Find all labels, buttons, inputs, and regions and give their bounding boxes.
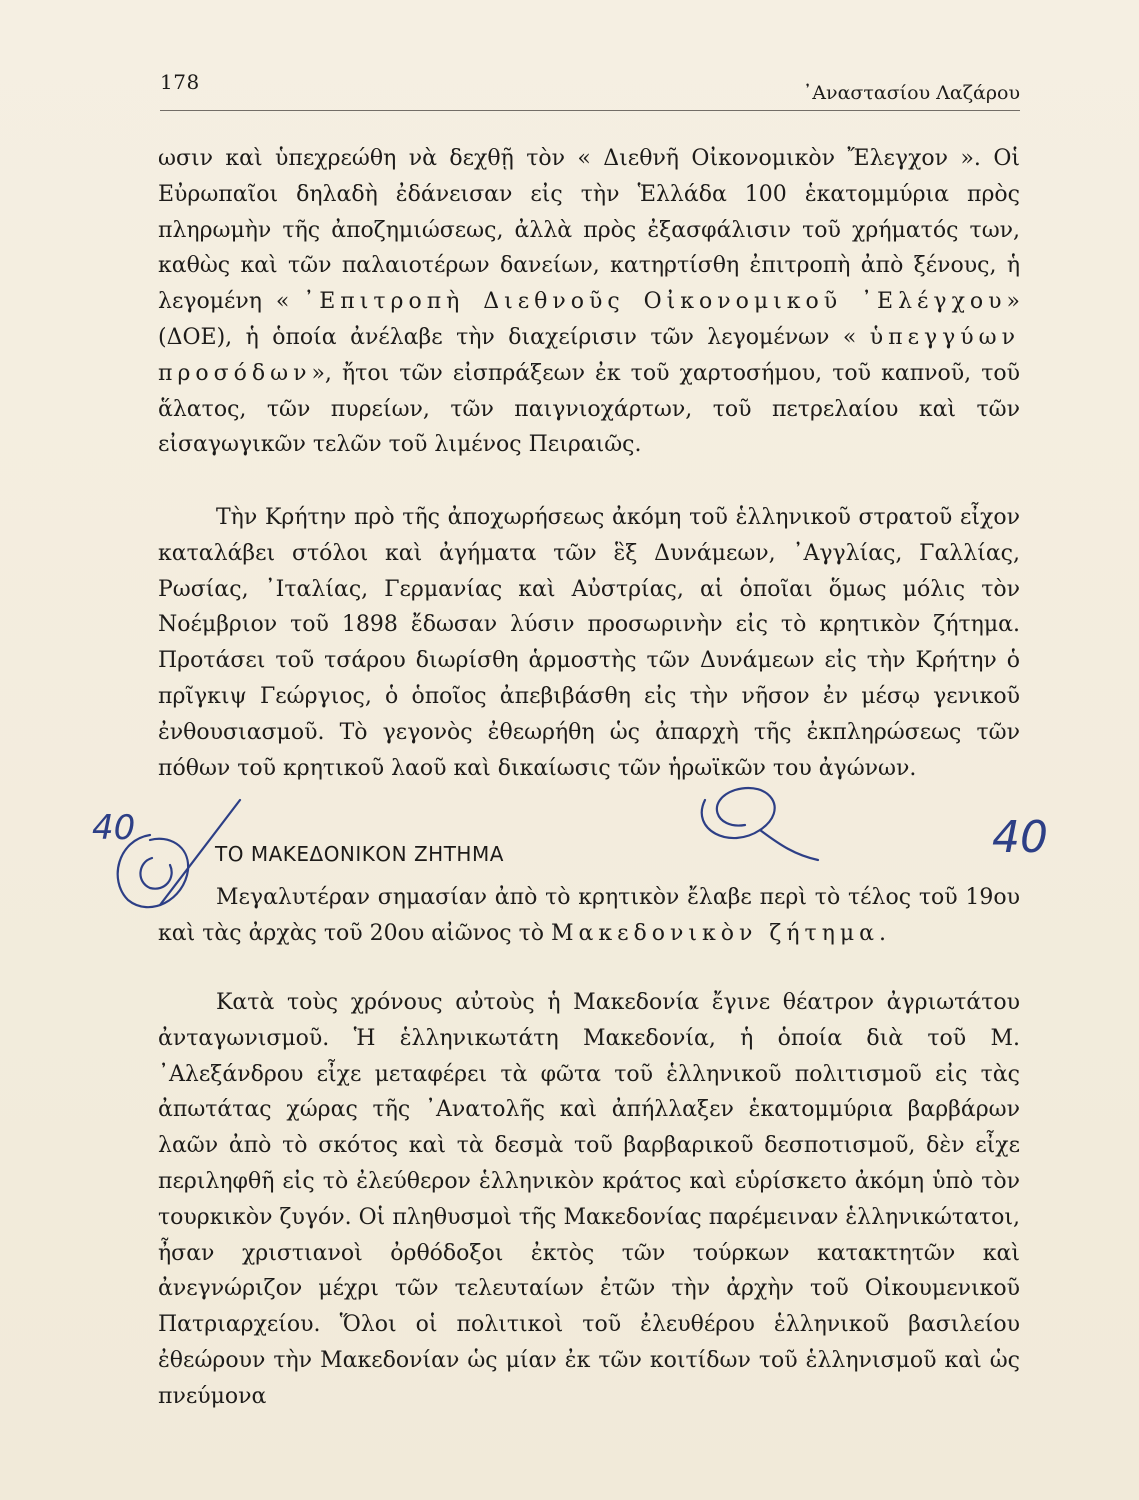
- spaced-term-commission: ᾽Επιτροπὴ Διεθνοῦς Οἰκονομικοῦ ᾽Ελέγχου: [303, 289, 1007, 315]
- paragraph-1: [158, 141, 1020, 463]
- ink-tail-right: [760, 830, 818, 860]
- paragraph-3-end: .: [879, 920, 887, 946]
- spaced-term-macedonian: Μακεδονικὸν ζήτημα: [551, 920, 880, 946]
- paragraph-1-end: », ἤτοι τῶν εἰσπράξεων ἐκ τοῦ χαρτοσήμου, τοῦ καπνοῦ, τοῦ ἅλατος, τῶν πυρείων, τῶν παιγνιοχάρτων, τοῦ πετρελαίου καὶ τῶν εἰσαγωγικῶν τελῶν τοῦ λιμένος Πειραιῶς.: [158, 360, 1020, 458]
- spaced-term-revenues: ὑπεγγύων προσόδων: [158, 324, 1020, 386]
- handwritten-mark-right: 40: [992, 812, 1048, 863]
- header-rule: [160, 110, 1020, 111]
- section-heading: ΤΟ ΜΑΚΕΔΟΝΙΚΟΝ ΖΗΤΗΜΑ: [215, 842, 504, 866]
- ink-loop-right: [702, 788, 775, 838]
- paragraph-4: Κατὰ τοὺς χρόνους αὐτοὺς ἡ Μακεδονία ἔγινε θέατρον ἀγριωτάτου ἀνταγωνισμοῦ. Ἡ ἑλληνικωτάτη Μακεδονία, ἡ ὁποία διὰ τοῦ Μ. ᾽Αλεξάνδρου εἶχε μεταφέρει τὰ φῶτα τοῦ ἑλληνικοῦ πολιτισμοῦ εἰς τὰς ἀπωτάτας χώρας τῆς ᾽Ανατολῆς καὶ ἀπήλλαξεν ἑκατομμύρια βαρβάρων λαῶν ἀπὸ τὸ σκότος καὶ τὰ δεσμὰ τοῦ βαρβαρικοῦ δεσποτισμοῦ, δὲν εἶχε περιληφθῆ εἰς τὸ ἐλεύθερον ἑλληνικὸν κράτος καὶ εὑρίσκετο ἀκόμη ὑπὸ τὸν τουρκικὸν ζυγόν. Οἱ πληθυσμοὶ τῆς Μακεδονίας παρέμειναν ἑλληνικώτατοι, ἦσαν χριστιανοὶ ὀρθόδοξοι ἐκτὸς τῶν τούρκων κατακτητῶν καὶ ἀνεγνώριζον μέχρι τῶν τελευταίων ἐτῶν τὴν ἀρχὴν τοῦ Οἰκουμενικοῦ Πατριαρχείου. Ὅλοι οἱ πολιτικοὶ τοῦ ἐλευθέρου ἑλληνικοῦ βασιλείου ἐθεώρουν τὴν Μακεδονίαν ὡς μίαν ἐκ τῶν κοιτίδων τοῦ ἑλληνισμοῦ καὶ ὡς πνεύμονα: [158, 990, 1020, 1409]
- running-head: ᾽Αναστασίου Λαζάρου: [802, 82, 1020, 104]
- paragraph-3-text: Μεγαλυτέραν σημασίαν ἀπὸ τὸ κρητικὸν ἔλαβε περὶ τὸ τέλος τοῦ 19ου καὶ τὰς ἀρχὰς τοῦ 20ου αἰῶνος τὸ: [158, 885, 1020, 946]
- page-header: [160, 70, 1020, 110]
- paragraph-1-mid: » (ΔΟΕ), ἡ ὁποία ἀνέλαβε τὴν διαχείρισιν τῶν λεγομένων «: [158, 289, 1021, 350]
- paragraph-2: Τὴν Κρήτην πρὸ τῆς ἀποχωρήσεως ἀκόμη τοῦ ἑλληνικοῦ στρατοῦ εἶχον καταλάβει στόλοι καὶ ἀγήματα τῶν ἓξ Δυνάμεων, ᾽Αγγλίας, Γαλλίας, Ρωσίας, ᾽Ιταλίας, Γερμανίας καὶ Αὐστρίας, αἱ ὁποῖαι ὅμως μόλις τὸν Νοέμβριον τοῦ 1898 ἔδωσαν λύσιν προσωρινὴν εἰς τὸ κρητικὸν ζήτημα. Προτάσει τοῦ τσάρου διωρίσθη ἁρμοστὴς τῶν Δυνάμεων εἰς τὴν Κρήτην ὁ πρῖγκιψ Γεώργιος, ὁ ὁποῖος ἀπεβιβάσθη εἰς τὴν νῆσον ἐν μέσῳ γενικοῦ ἐνθουσιασμοῦ. Τὸ γεγονὸς ἐθεωρήθη ὡς ἀπαρχὴ τῆς ἐκπληρώσεως τῶν πόθων τοῦ κρητικοῦ λαοῦ καὶ δικαίωσις τῶν ἡρωϊκῶν του ἀγώνων.: [158, 505, 1020, 781]
- paragraph-1-text: ωσιν καὶ ὑπεχρεώθη νὰ δεχθῇ τὸν « Διεθνῆ Οἰκονομικὸν Ἔλεγχον ». Οἱ Εὐρωπαῖοι δηλαδὴ ἐδάνεισαν εἰς τὴν Ἑλλάδα 100 ἑκατομμύρια πρὸς πληρωμὴν τῆς ἀποζημιώσεως, ἀλλὰ πρὸς ἐξασφάλισιν τοῦ χρήματός των, καθὼς καὶ τῶν παλαιοτέρων δανείων, κατηρτίσθη ἐπιτροπὴ ἀπὸ ξένους, ἡ λεγομένη «: [158, 146, 1020, 315]
- paragraph-3: [158, 880, 1020, 952]
- handwritten-mark-left: 40: [92, 808, 136, 848]
- page-number: 178: [160, 70, 200, 94]
